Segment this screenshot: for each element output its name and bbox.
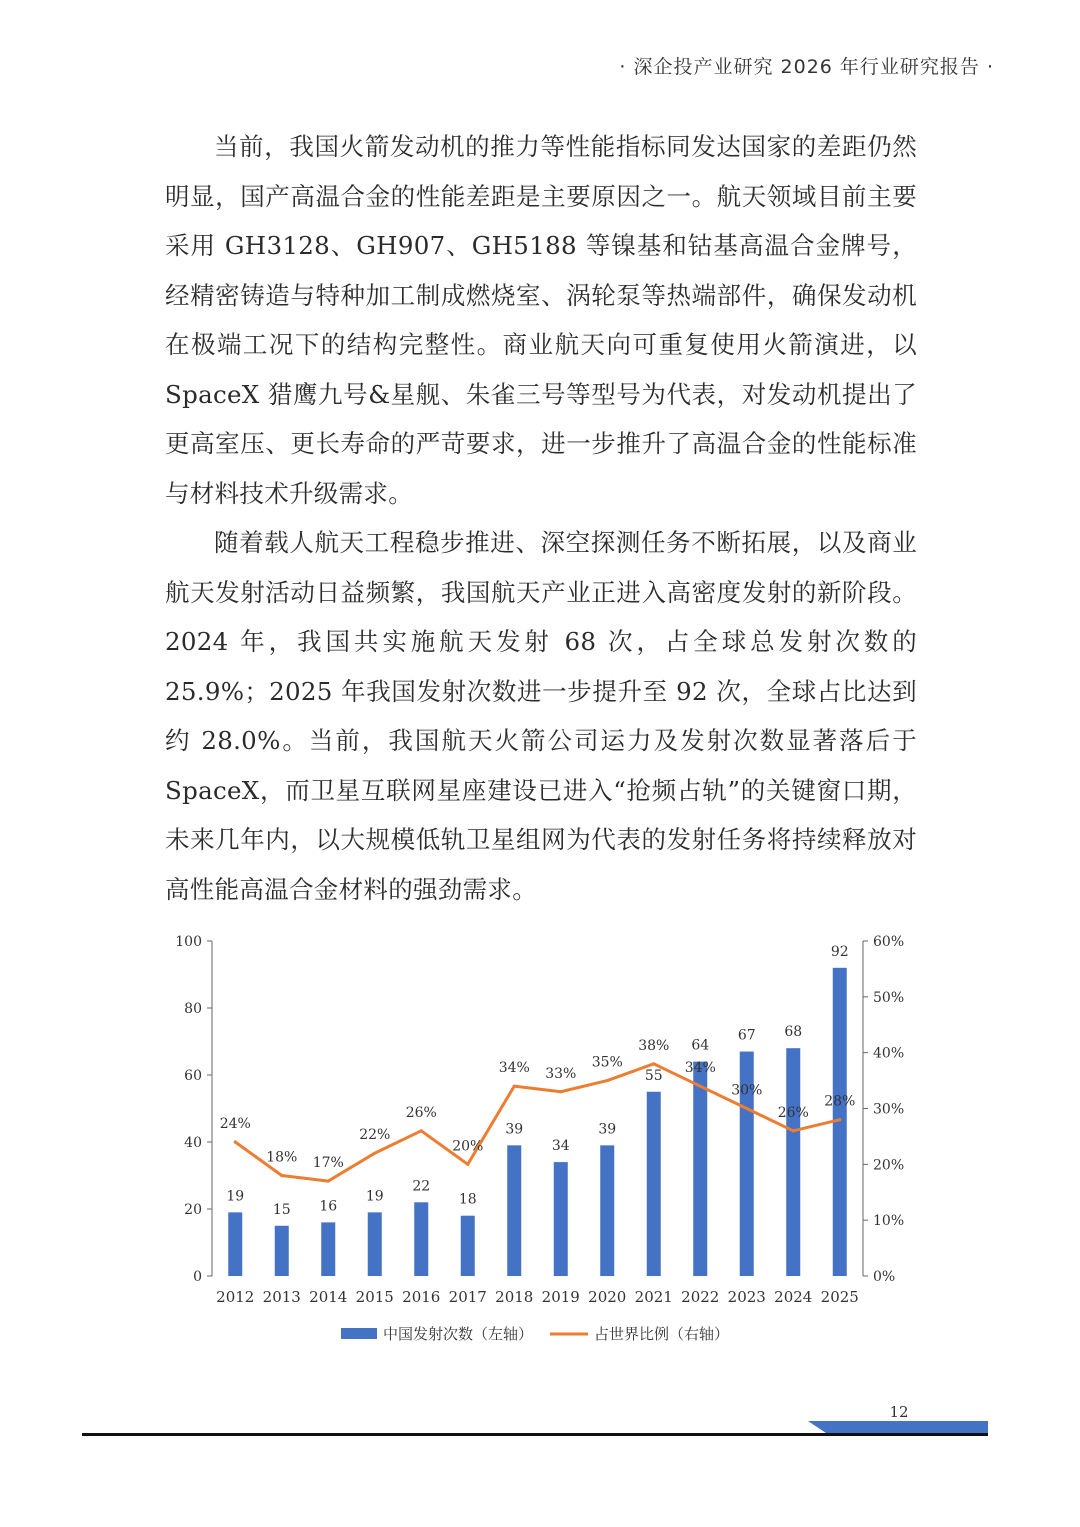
x-tick-label-2024: 2024 (774, 1288, 813, 1306)
bar-label-2015: 19 (365, 1188, 384, 1205)
x-tick-label-2014: 2014 (309, 1288, 348, 1306)
share-label-2016: 26% (405, 1104, 437, 1121)
bar-label-2018: 39 (505, 1121, 524, 1138)
share-label-2014: 17% (312, 1155, 344, 1172)
left-tick-label: 40 (184, 1135, 202, 1151)
bar-label-2021: 55 (644, 1067, 663, 1084)
share-point-2017 (466, 1163, 469, 1166)
left-tick-label: 60 (184, 1068, 202, 1084)
bar-2015 (368, 1212, 382, 1276)
right-tick-label: 40% (873, 1045, 905, 1062)
share-point-2014 (327, 1179, 330, 1182)
running-header: · 深企投产业研究 2026 年行业研究报告 · (619, 56, 994, 78)
bar-2024 (786, 1048, 800, 1276)
left-tick-label: 100 (175, 934, 202, 950)
x-tick-label-2015: 2015 (355, 1288, 394, 1306)
x-tick-label-2017: 2017 (448, 1288, 487, 1306)
share-label-2019: 33% (545, 1065, 577, 1082)
bar-label-2016: 22 (412, 1178, 431, 1195)
bar-label-2024: 68 (784, 1024, 803, 1041)
right-tick-label: 20% (873, 1157, 905, 1174)
share-label-2021: 38% (638, 1037, 670, 1054)
share-label-2012: 24% (219, 1116, 251, 1132)
share-label-2022: 34% (684, 1060, 716, 1077)
share-point-2013 (280, 1174, 283, 1177)
page-number: 12 (889, 1403, 909, 1421)
share-point-2021 (652, 1062, 655, 1065)
bar-label-2017: 18 (458, 1191, 477, 1208)
share-label-2018: 34% (498, 1060, 530, 1077)
x-tick-label-2022: 2022 (681, 1288, 720, 1306)
bar-label-2023: 67 (737, 1027, 756, 1044)
bar-label-2013: 15 (272, 1201, 291, 1218)
share-label-2025: 28% (824, 1093, 856, 1110)
legend-bar-label: 中国发射次数（左轴） (383, 1325, 534, 1343)
bar-2021 (647, 1092, 661, 1276)
bar-label-2012: 19 (226, 1188, 245, 1205)
bar-2019 (554, 1162, 568, 1276)
legend-line-label: 占世界比例（右轴） (594, 1325, 730, 1343)
bar-2022 (693, 1062, 707, 1276)
bar-label-2014: 16 (319, 1198, 338, 1215)
bar-label-2019: 34 (551, 1138, 570, 1155)
bar-label-2022: 64 (691, 1037, 710, 1054)
share-point-2020 (606, 1079, 609, 1082)
bar-2020 (600, 1145, 614, 1276)
x-tick-label-2013: 2013 (262, 1288, 301, 1306)
body-text (165, 122, 917, 914)
x-tick-label-2016: 2016 (402, 1288, 441, 1306)
share-point-2019 (559, 1090, 562, 1093)
footer-accent-bar (808, 1421, 988, 1433)
x-tick-label-2019: 2019 (541, 1288, 580, 1306)
x-tick-label-2025: 2025 (820, 1288, 859, 1306)
bar-2016 (414, 1202, 428, 1276)
share-point-2016 (420, 1129, 423, 1132)
share-label-2017: 20% (452, 1138, 484, 1155)
right-tick-label: 50% (873, 989, 905, 1006)
right-tick-label: 0% (873, 1269, 896, 1285)
share-point-2024 (792, 1129, 795, 1132)
bar-2013 (275, 1226, 289, 1276)
x-tick-label-2021: 2021 (634, 1288, 673, 1306)
left-tick-label: 20 (184, 1202, 202, 1218)
x-tick-label-2020: 2020 (588, 1288, 627, 1306)
x-tick-label-2023: 2023 (727, 1288, 766, 1306)
share-label-2024: 26% (777, 1104, 809, 1121)
share-point-2015 (373, 1152, 376, 1155)
right-tick-label: 30% (873, 1101, 905, 1118)
right-tick-label: 10% (873, 1213, 905, 1230)
share-label-2015: 22% (359, 1127, 391, 1144)
footer-rule (82, 1433, 988, 1436)
bar-label-2020: 39 (598, 1121, 617, 1138)
bar-2012 (228, 1212, 242, 1276)
share-point-2018 (513, 1085, 516, 1088)
bar-2018 (507, 1145, 521, 1276)
share-point-2025 (838, 1118, 841, 1121)
bar-2014 (321, 1222, 335, 1276)
share-point-2022 (699, 1085, 702, 1088)
share-label-2020: 35% (591, 1054, 623, 1071)
share-point-2012 (234, 1140, 237, 1143)
right-tick-label: 60% (873, 934, 905, 950)
x-tick-label-2018: 2018 (495, 1288, 534, 1306)
share-label-2013: 18% (266, 1149, 298, 1166)
left-tick-label: 0 (193, 1269, 202, 1285)
bar-label-2025: 92 (830, 943, 849, 960)
paragraph-2: 随着载人航天工程稳步推进、深空探测任务不断拓展，以及商业航天发射活动日益频繁，我国航天产业正进入高密度发射的新阶段。2024 年，我国共实施航天发射 68 次，占全球总发射次数的 25.9%；2025 年我国发射次数进一步提升至 92 次，全球占比达到约 28.0%。当前，我国航天火箭公司运力及发射次数显著落后于 SpaceX，而卫星互联网星座建设已进入“抢频占轨”的关键窗口期，未来几年内，以大规模低轨卫星组网为代表的发射任务将持续释放对高性能高温合金材料的强劲需求。 (165, 528, 917, 904)
x-tick-label-2012: 2012 (216, 1288, 255, 1306)
share-point-2023 (745, 1107, 748, 1110)
legend-bar-swatch (341, 1328, 377, 1339)
paragraph-1: 当前，我国火箭发动机的推力等性能指标同发达国家的差距仍然明显，国产高温合金的性能差距是主要原因之一。航天领域目前主要采用 GH3128、GH907、GH5188 等镍基和钴基高温合金牌号，经精密铸造与特种加工制成燃烧室、涡轮泵等热端部件，确保发动机在极端工况下的结构完整性。商业航天向可重复使用火箭演进，以 SpaceX 猎鹰九号&星舰、朱雀三号等型号为代表，对发动机提出了更高室压、更长寿命的严苛要求，进一步推升了高温合金的性能标准与材料技术升级需求。 (165, 132, 917, 508)
share-label-2023: 30% (731, 1082, 763, 1099)
left-tick-label: 80 (184, 1001, 202, 1017)
bar-2017 (461, 1216, 475, 1276)
launch-chart (150, 920, 910, 1360)
